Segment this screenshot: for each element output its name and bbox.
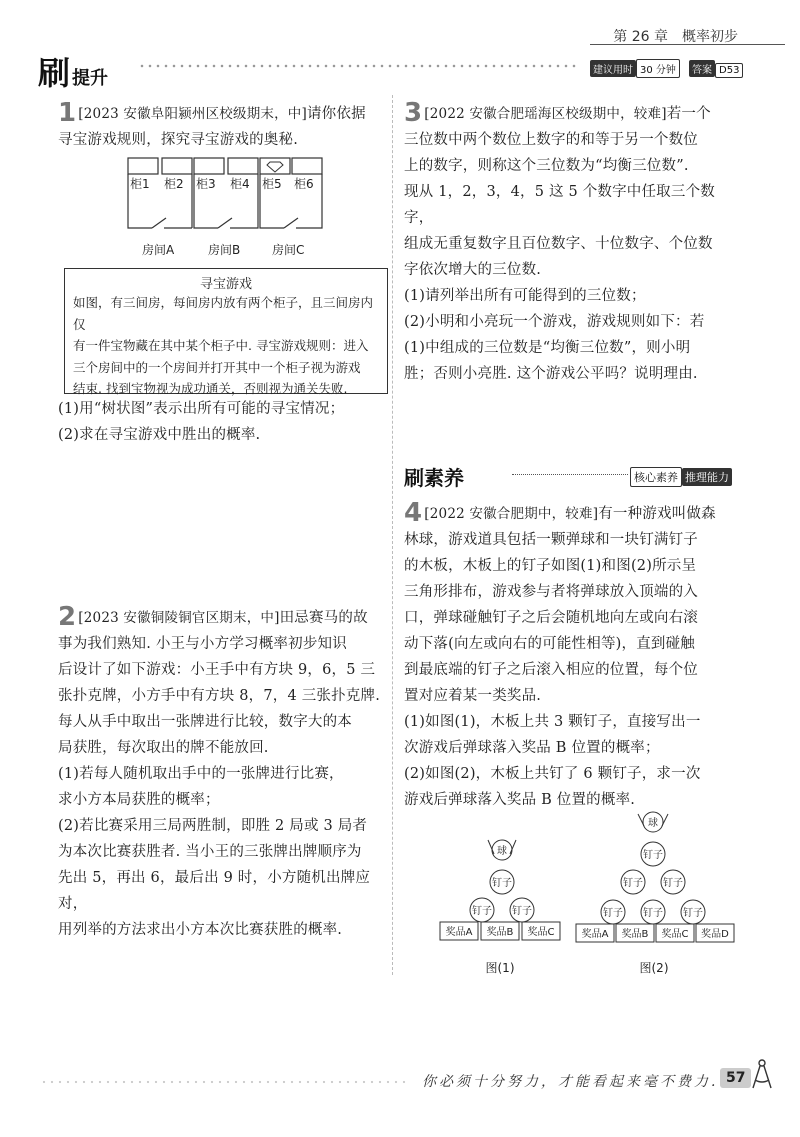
q2-line: 用列举的方法求出小方本次比赛获胜的概率.	[58, 922, 343, 938]
rules-title: 寻宝游戏	[199, 277, 252, 292]
nail-label: 钉子	[643, 908, 663, 919]
nail-label: 钉子	[603, 908, 623, 919]
q2-line: 张扑克牌，小方手中有方块 8，7，4 三张扑克牌.	[58, 688, 381, 704]
footer-dots	[40, 1078, 410, 1086]
q4-line: 置对应着某一类奖品.	[404, 688, 542, 704]
prize-label-c: 奖品C	[527, 927, 555, 938]
q2-line: 每人从手中取出一张牌进行比较，数字大的本	[58, 714, 352, 730]
room-label-b: 房间B	[208, 243, 241, 257]
rules-line: 如图，有三间房，每间房内放有两个柜子，且三间房内仅	[73, 295, 374, 332]
cabinet-top-6	[292, 158, 322, 174]
q4-line: (2)如图(2)，木板上共钉了 6 颗钉子，求一次	[404, 766, 701, 782]
entry-left	[488, 840, 494, 854]
prize-label-b: 奖品B	[621, 929, 649, 940]
rules-line: 有一件宝物藏在其中某个柜子中. 寻宝游戏规则：进入	[73, 338, 369, 353]
cabinet-label-1: 柜1	[130, 177, 150, 191]
room-label-a: 房间A	[142, 243, 175, 257]
q4-line: 林球，游戏道具包括一颗弹球和一块钉满钉子	[404, 532, 698, 548]
chapter-title: 第 26 章 概率初步	[613, 29, 738, 45]
q1-line2: 寻宝游戏规则，探究寻宝游戏的奥秘.	[58, 132, 299, 148]
prize-label-a: 奖品A	[581, 929, 609, 940]
room-c-door	[284, 218, 298, 228]
reasoning-tag: 推理能力	[682, 468, 732, 486]
q3-source: [2022 安徽合肥瑶海区校级期中，较难]	[424, 106, 667, 122]
nail-label: 钉子	[623, 878, 643, 889]
nail-label: 钉子	[472, 906, 492, 917]
q4-line: 三角形排布，游戏参与者将弹球放入顶端的入	[404, 584, 698, 600]
q4-line: 的木板，木板上的钉子如图(1)和图(2)所示呈	[404, 558, 697, 574]
nail-label: 钉子	[512, 906, 532, 917]
compass-icon	[748, 1058, 776, 1092]
treasure-rooms-diagram	[120, 150, 330, 262]
column-separator	[392, 95, 393, 975]
q3-number: 3	[404, 98, 423, 128]
figure-2-board	[574, 806, 740, 980]
ball-label: 球	[648, 818, 658, 829]
q4-source: [2022 安徽合肥期中，较难]	[424, 506, 599, 522]
cabinet-label-3: 柜3	[196, 177, 216, 191]
figure-2-caption: 图(2)	[639, 961, 669, 975]
q2-line: (1)若每人随机取出手中的一张牌进行比赛，	[58, 766, 344, 782]
cabinet-top-4	[228, 158, 258, 174]
rules-line: 三个房间中的一个房间并打开其中一个柜子视为游戏	[73, 359, 361, 375]
q3-line: 现从 1，2，3，4，5 这 5 个数字中任取三个数字，	[404, 184, 715, 226]
q1-subquestions	[58, 396, 388, 448]
nail-label: 钉子	[492, 878, 512, 889]
q4-line: (1)如图(1)，木板上共 3 颗钉子，直接写出一	[404, 714, 701, 730]
q2-line: (2)若比赛采用三局两胜制，即胜 2 局或 3 局者	[58, 818, 368, 834]
header-rule	[590, 44, 785, 45]
cabinet-label-2: 柜2	[164, 177, 184, 191]
q3-line: (1)中组成的三位数是“均衡三位数”，则小明	[404, 340, 691, 356]
prize-label-c: 奖品C	[661, 929, 689, 940]
q1-number: 1	[58, 98, 77, 128]
prize-label-d: 奖品D	[701, 929, 729, 940]
cabinet-top-3	[194, 158, 224, 174]
q4-line: 次游戏后弹球落入奖品 B 位置的概率；	[404, 740, 660, 756]
answer-label: 答案	[689, 60, 715, 77]
cabinet-label-5: 柜5	[262, 177, 282, 191]
time-value: 30 分钟	[636, 59, 680, 78]
q2-line: 事为我们熟知. 小王与小方学习概率初步知识	[58, 636, 347, 652]
q1-source: [2023 安徽阜阳颍州区校级期末，中]	[78, 106, 307, 122]
time-label: 建议用时	[590, 60, 636, 77]
header-dots	[138, 62, 578, 70]
q2-line: 为本次比赛获胜者. 当小王的三张牌出牌顺序为	[58, 844, 362, 860]
answer-value: D53	[715, 63, 743, 78]
prize-label-b: 奖品B	[486, 927, 514, 938]
q4-line: 有一种游戏叫做森	[598, 506, 716, 522]
q2-line: 后设计了如下游戏：小王手中有方块 9，6，5 三	[58, 662, 376, 678]
q4-text	[404, 500, 744, 813]
q1-sub1: (1)用“树状图”表示出所有可能的寻宝情况；	[58, 401, 345, 417]
q3-line: 组成无重复数字且百位数字、十位数字、个位数	[404, 236, 713, 252]
section-dotted-line	[512, 474, 628, 475]
section-literacy-heading	[404, 462, 464, 491]
q2-line: 求小方本局获胜的概率；	[58, 792, 220, 808]
ball-label: 球	[497, 846, 507, 857]
q3-text	[404, 100, 744, 387]
q2-source: [2023 安徽铜陵铜官区期末，中]	[78, 610, 280, 626]
q4-line: 到最底端的钉子之后滚入相应的位置，每个位	[404, 662, 698, 678]
room-b-door	[218, 218, 232, 228]
room-a-door	[152, 218, 166, 228]
q4-number: 4	[404, 498, 423, 528]
cabinet-label-6: 柜6	[294, 177, 314, 191]
figure-1-caption: 图(1)	[485, 961, 515, 975]
q3-line: 三位数中两个数位上数字的和等于另一个数位	[404, 132, 698, 148]
section-tags	[630, 466, 732, 487]
q2-line: 田忌赛马的故	[279, 610, 368, 626]
q3-line: (2)小明和小亮玩一个游戏，游戏规则如下：若	[404, 314, 705, 330]
q2-text	[58, 604, 388, 943]
nail-label: 钉子	[683, 908, 703, 919]
q1-text	[58, 100, 388, 153]
footer-motto: 你必须十分努力，才能看起来毫不费力.	[422, 1074, 719, 1090]
figure-1-board	[436, 830, 566, 980]
section-logo: 刷素养	[404, 466, 464, 490]
rules-line: 结束. 找到宝物视为成功通关，否则视为通关失败.	[73, 381, 348, 396]
diamond-icon	[267, 162, 283, 172]
q2-line: 先出 5，再出 6，最后出 9 时，小方随机出牌应对，	[58, 870, 371, 912]
nail-label: 钉子	[643, 850, 663, 861]
q3-line: 胜；否则小亮胜. 这个游戏公平吗？说明理由.	[404, 366, 698, 382]
brand-big: 刷	[38, 54, 71, 92]
q4-line: 游戏后弹球落入奖品 B 位置的概率.	[404, 792, 636, 808]
page-number: 57	[720, 1068, 751, 1088]
core-literacy-tag: 核心素养	[630, 467, 682, 487]
q3-line: 字依次增大的三位数.	[404, 262, 542, 278]
entry-right	[510, 840, 516, 854]
q1-line1: 请你依据	[306, 106, 366, 122]
cabinet-label-4: 柜4	[230, 177, 250, 191]
cabinet-top-1	[128, 158, 158, 174]
q3-line: (1)请列举出所有可能得到的三位数；	[404, 288, 646, 304]
brand-small: 提升	[72, 68, 109, 89]
nail-label: 钉子	[663, 878, 683, 889]
q3-line: 若一个	[666, 106, 711, 122]
q1-sub2: (2)求在寻宝游戏中胜出的概率.	[58, 427, 261, 443]
q2-number: 2	[58, 602, 77, 632]
q2-line: 局获胜，每次取出的牌不能放回.	[58, 740, 269, 756]
room-label-c: 房间C	[272, 243, 305, 257]
prize-label-a: 奖品A	[445, 927, 473, 938]
q4-line: 口，弹球碰触钉子之后会随机地向左或向右滚	[404, 610, 698, 626]
brand-title	[38, 48, 108, 94]
q3-line: 上的数字，则称这个三位数为“均衡三位数”.	[404, 158, 689, 174]
q4-line: 动下落(向左或向右的可能性相等)，直到碰触	[404, 636, 696, 652]
treasure-rules-box	[64, 268, 388, 394]
time-badge	[590, 58, 743, 78]
cabinet-top-2	[162, 158, 192, 174]
